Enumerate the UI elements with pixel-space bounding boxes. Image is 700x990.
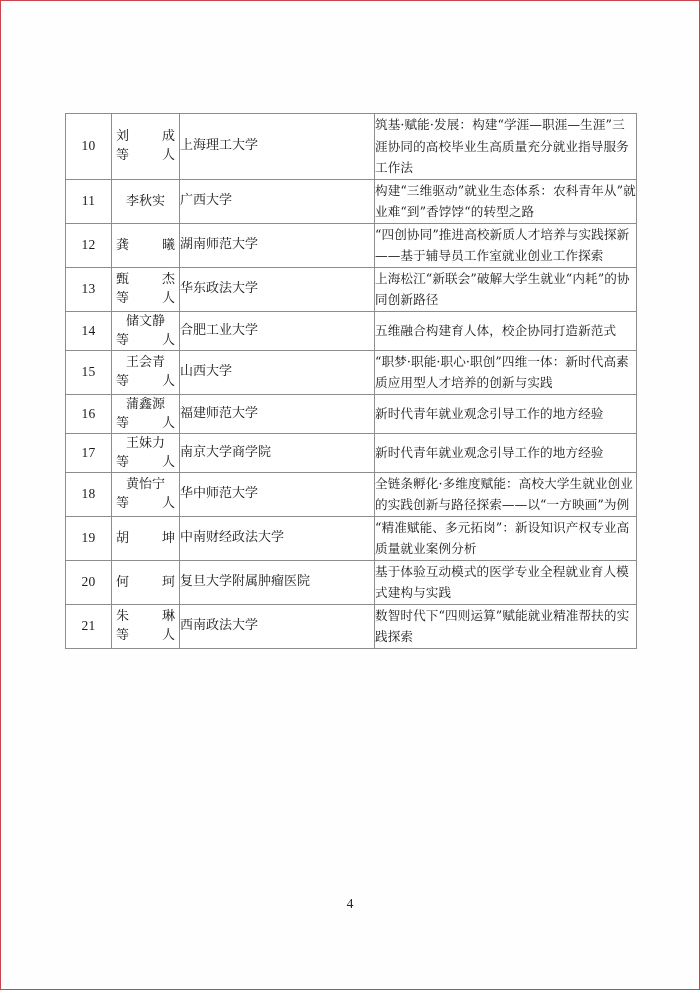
cell-institution: 福建师范大学 [180,394,375,433]
author-name-glyph: 人 [161,415,175,431]
author-name-line: 王妹力 [125,435,165,451]
cell-institution: 南京大学商学院 [180,433,375,472]
cell-author-name [112,350,180,394]
cell-sequence-number: 15 [66,350,112,394]
cell-sequence-number: 18 [66,472,112,516]
author-name-line: 黄怡宁 [125,477,165,492]
cell-sequence-number: 19 [66,516,112,560]
author-name-glyph: 人 [161,148,175,164]
cell-achievement-title: 新时代青年就业观念引导工作的地方经验 [375,433,637,472]
cell-achievement-title: “四创协同”推进高校新质人才培养与实践探新——基于辅导员工作室就业创业工作探索 [375,223,637,267]
cell-author-name [112,114,180,180]
cell-author-name [112,267,180,311]
cell-achievement-title: 新时代青年就业观念引导工作的地方经验 [375,394,637,433]
author-name-glyph: 等 [116,496,130,511]
cell-institution: 上海理工大学 [180,114,375,180]
author-name-line [112,127,179,146]
table-row [66,179,637,223]
table-row [66,394,637,433]
author-name-glyph: 等 [116,291,130,306]
author-name-line [112,494,179,513]
author-name-glyph: 等 [116,415,130,431]
author-name-line [112,529,179,548]
author-name-line [112,573,179,592]
author-name-glyph: 刘 [116,129,130,145]
author-name-glyph: 杰 [161,272,175,287]
cell-achievement-title: 上海松江“新联会”破解大学生就业“内耗”的协同创新路径 [375,267,637,311]
table-row [66,223,637,267]
author-name-line [112,289,179,308]
cell-sequence-number: 10 [66,114,112,180]
author-name-line [112,626,179,645]
table-row [66,472,637,516]
award-results-table [65,113,637,649]
author-name-glyph: 等 [116,454,130,470]
author-name-line: 李秋实 [125,193,165,209]
cell-institution: 中南财经政法大学 [180,516,375,560]
author-name-glyph: 坤 [161,530,175,546]
table-row [66,433,637,472]
author-name-line [112,372,179,391]
author-name-line [112,453,179,472]
author-name-glyph: 胡 [116,530,130,546]
table-row [66,114,637,180]
cell-author-name [112,472,180,516]
table-body [66,114,637,649]
cell-institution: 西南政法大学 [180,604,375,648]
author-name-glyph: 珂 [161,574,175,590]
author-name-line: 储文静 [125,313,165,329]
author-name-glyph: 甄 [116,272,130,287]
cell-achievement-title: 构建“三维驱动”就业生态体系：农科青年从”就业难“到”香饽饽“的转型之路 [375,179,637,223]
cell-author-name [112,433,180,472]
cell-sequence-number: 17 [66,433,112,472]
author-name-glyph: 龚 [116,237,130,253]
author-name-glyph: 等 [116,148,130,164]
author-name-glyph: 成 [161,129,175,145]
author-name-glyph: 等 [116,374,130,389]
author-name-glyph: 人 [161,291,175,306]
author-name-glyph: 人 [161,628,175,643]
cell-sequence-number: 13 [66,267,112,311]
author-name-line [112,607,179,626]
cell-institution: 山西大学 [180,350,375,394]
cell-achievement-title: “职梦·职能·职心·职创”四维一体：新时代高素质应用型人才培养的创新与实践 [375,350,637,394]
author-name-line: 蒲鑫源 [125,396,165,412]
table-row [66,604,637,648]
cell-sequence-number: 12 [66,223,112,267]
cell-achievement-title: 五维融合构建育人体，校企协同打造新范式 [375,311,637,350]
cell-achievement-title: “精准赋能、多元拓岗”：新设知识产权专业高质量就业案例分析 [375,516,637,560]
table-row [66,267,637,311]
cell-author-name [112,560,180,604]
cell-sequence-number: 16 [66,394,112,433]
author-name-line: 王会青 [125,355,165,370]
cell-author-name [112,604,180,648]
cell-institution: 华东政法大学 [180,267,375,311]
author-name-glyph: 朱 [116,609,130,624]
cell-author-name [112,223,180,267]
author-name-glyph: 人 [161,332,175,348]
cell-sequence-number: 20 [66,560,112,604]
author-name-glyph: 何 [116,574,130,590]
cell-sequence-number: 11 [66,179,112,223]
cell-institution: 广西大学 [180,179,375,223]
page-number: 4 [346,896,354,911]
author-name-line [112,146,179,165]
cell-institution: 湖南师范大学 [180,223,375,267]
table-row [66,350,637,394]
author-name-line [112,414,179,433]
table-row [66,560,637,604]
cell-achievement-title: 数智时代下“四则运算”赋能就业精准帮扶的实践探索 [375,604,637,648]
author-name-glyph: 曦 [161,237,175,253]
cell-author-name [112,394,180,433]
cell-sequence-number: 21 [66,604,112,648]
author-name-glyph: 人 [161,374,175,389]
cell-achievement-title: 筑基·赋能·发展：构建“学涯—职涯—生涯”三涯协同的高校毕业生高质量充分就业指导服务工作法 [375,114,637,180]
cell-institution: 合肥工业大学 [180,311,375,350]
cell-author-name [112,516,180,560]
table-row [66,516,637,560]
cell-institution: 华中师范大学 [180,472,375,516]
page-content-area [1,1,699,989]
author-name-line [112,270,179,289]
cell-author-name [112,311,180,350]
cell-institution: 复旦大学附属肿瘤医院 [180,560,375,604]
author-name-line [112,331,179,350]
cell-achievement-title: 基于体验互动模式的医学专业全程就业育人模式建构与实践 [375,560,637,604]
cell-author-name [112,179,180,223]
table-row [66,311,637,350]
author-name-glyph: 等 [116,628,130,643]
author-name-glyph: 等 [116,332,130,348]
cell-sequence-number: 14 [66,311,112,350]
author-name-glyph: 人 [161,496,175,511]
author-name-glyph: 琳 [161,609,175,624]
cell-achievement-title: 全链条孵化·多维度赋能：高校大学生就业创业的实践创新与路径探索——以“一方映画”为例 [375,472,637,516]
author-name-line [112,236,179,255]
author-name-glyph: 人 [161,454,175,470]
